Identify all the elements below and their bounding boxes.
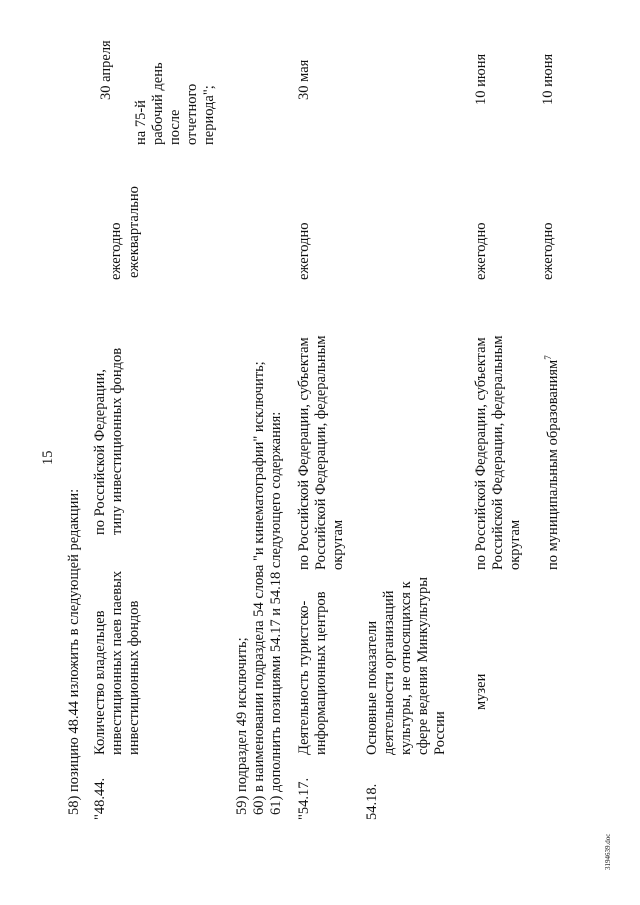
- row-54-18-museums-periodicity: ежегодно: [473, 222, 489, 280]
- row-54-17-breakdown-3: округам: [330, 519, 346, 570]
- row-48-44-name-1: Количество владельцев: [92, 610, 108, 755]
- row-54-18-museums-breakdown-2: Российской Федерации, федеральным: [490, 335, 506, 570]
- row-48-44-breakdown-1: по Российской Федерации,: [92, 369, 108, 535]
- row-54-18-municipal-deadline: 10 июня: [540, 53, 556, 105]
- row-54-18-museums-label: музеи: [473, 673, 489, 710]
- row-48-44-deadline-2a: на 75-й: [133, 100, 149, 145]
- row-54-18-municipal-periodicity: ежегодно: [540, 222, 556, 280]
- row-54-18-name-5: России: [432, 711, 448, 755]
- file-name-footer: 3194639.doc: [604, 833, 612, 870]
- row-54-17-breakdown-2: Российской Федерации, федеральным: [313, 335, 329, 570]
- row-48-44-deadline-2c: после: [167, 109, 183, 145]
- row-54-17-name-1: Деятельность туристско-: [296, 600, 312, 755]
- paragraph-61: 61) дополнить позициями 54.17 и 54.18 следующего содержания:: [268, 411, 284, 815]
- row-48-44-deadline-1: 30 апреля: [98, 40, 114, 100]
- row-54-18-museums-breakdown-3: округам: [507, 519, 523, 570]
- paragraph-59: 59) подраздел 49 исключить;: [234, 637, 250, 815]
- row-54-18-name-2: деятельности организаций: [381, 590, 397, 755]
- row-54-17-breakdown-1: по Российской Федерации, субъектам: [296, 337, 312, 570]
- paragraph-60: 60) в наименовании подраздела 54 слова "и кинематографии" исключить;: [251, 361, 267, 815]
- row-54-18-museums-deadline: 10 июня: [473, 53, 489, 105]
- row-54-18-code: 54.18.: [364, 783, 380, 820]
- paragraph-58: 58) позицию 48.44 изложить в следующей редакции:: [66, 488, 82, 815]
- row-48-44-name-3: инвестиционных фондов: [126, 600, 142, 755]
- row-54-17-name-2: информационных центров: [313, 591, 329, 755]
- row-54-18-municipal-breakdown: [540, 355, 562, 570]
- row-54-18-municipal-text: по муниципальным образованиям: [545, 359, 561, 570]
- row-48-44-deadline-2b: рабочий день: [150, 62, 166, 145]
- row-48-44-deadline-2e: периода";: [201, 85, 217, 145]
- page-number: 15: [40, 450, 56, 465]
- row-54-17-deadline: 30 мая: [296, 59, 312, 100]
- row-48-44-code: "48.44.: [92, 777, 108, 820]
- row-48-44-periodicity-1: ежегодно: [108, 222, 124, 280]
- row-54-18-name-4: сфере ведения Минкультуры: [415, 577, 431, 755]
- row-54-18-name-1: Основные показатели: [364, 620, 380, 755]
- row-54-17-code: "54.17.: [296, 777, 312, 820]
- row-54-18-name-3: культуры, не относящихся к: [398, 581, 414, 755]
- row-48-44-deadline-2d: отчетного: [184, 83, 200, 145]
- row-54-17-periodicity: ежегодно: [296, 222, 312, 280]
- row-48-44-name-2: инвестиционных паев паевых: [109, 570, 125, 755]
- row-54-18-museums-breakdown-1: по Российской Федерации, субъектам: [473, 337, 489, 570]
- row-48-44-periodicity-2: ежеквартально: [126, 186, 142, 278]
- footnote-mark: 7: [543, 355, 553, 360]
- row-48-44-breakdown-2: типу инвестиционных фондов: [109, 347, 125, 535]
